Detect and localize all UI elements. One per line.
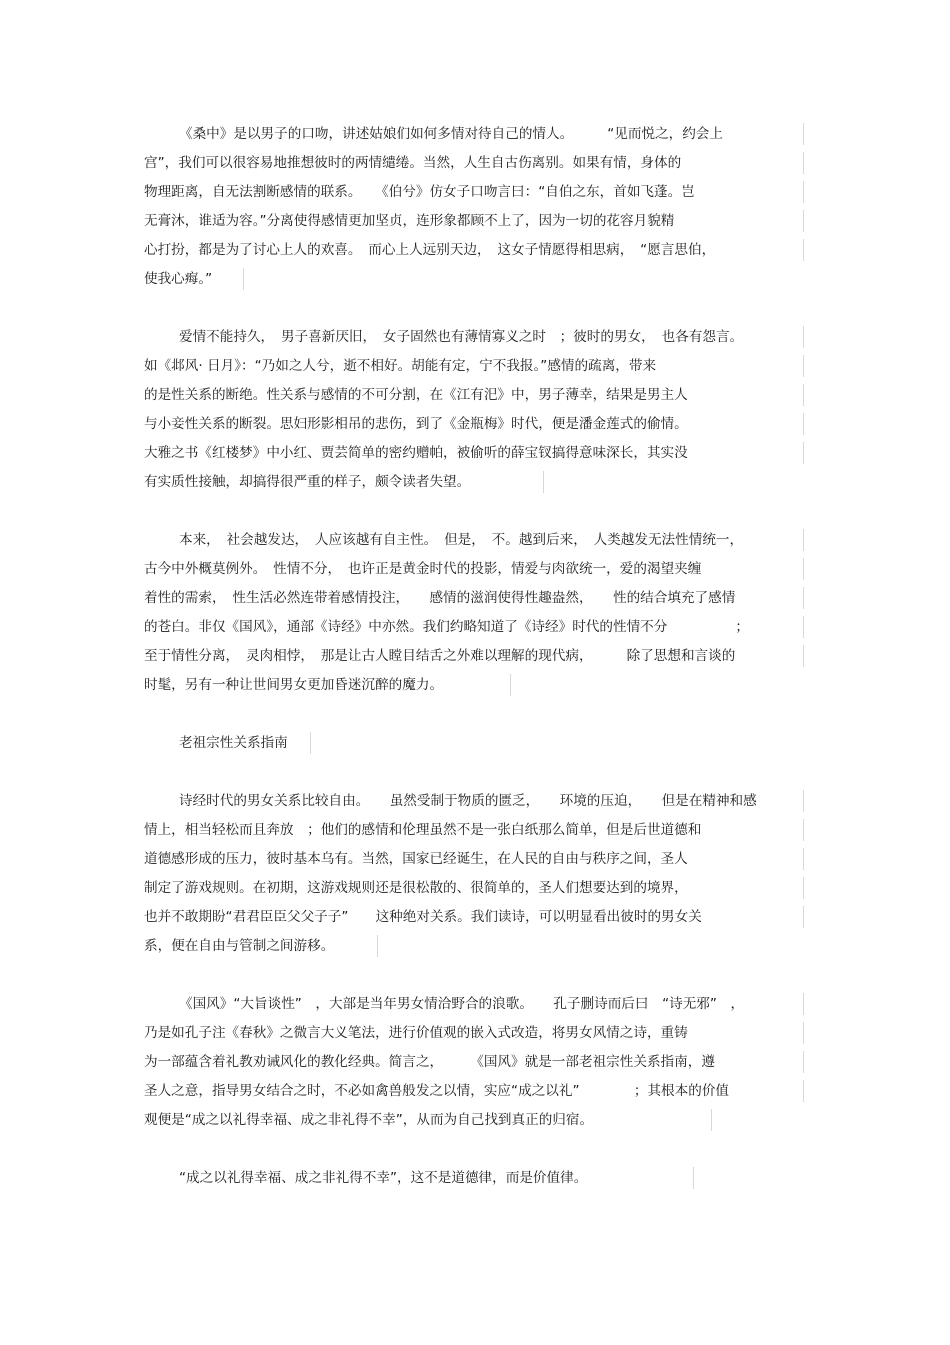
text-line: 古今中外概莫例外。 性情不分， 也许正是黄金时代的投影，情爱与肉欲统一，爱的渴望夹缠: [144, 558, 804, 580]
text-line: 至于情性分离， 灵肉相悖， 那是让古人瞠目结舌之外难以理解的现代病， 除了思想和言谈的: [144, 645, 804, 667]
text-line: 大雅之书《红楼梦》中小红、贾芸简单的密约赠帕，被偷听的薛宝钗搞得意味深长，其实没: [144, 442, 804, 464]
text-line: 时髦，另有一种让世间男女更加昏迷沉醉的魔力。: [144, 674, 511, 696]
text-line: 也并不敢期盼“君君臣臣父父子子” 这种绝对关系。我们读诗，可以明显看出彼时的男女关: [144, 906, 804, 928]
text-line: “成之以礼得幸福、成之非礼得不幸”，这不是道德律，而是价值律。: [179, 1167, 694, 1189]
text-line: 《桑中》是以男子的口吻，讲述姑娘们如何多情对待自己的情人。 “见而悦之，约会上: [179, 123, 804, 145]
text-line: 与小妾性关系的断裂。思妇形影相吊的悲伤，到了《金瓶梅》时代，便是潘金莲式的偷情。: [144, 413, 804, 435]
text-line: 无膏沐，谁适为容。”分离使得感情更加坚贞，连形象都顾不上了，因为一切的花容月貌精: [144, 210, 804, 232]
text-line: 的苍白。非仅《国风》，通部《诗经》中亦然。我们约略知道了《诗经》时代的性情不分 ；: [144, 616, 804, 638]
text-line: 道德感形成的压力，彼时基本乌有。当然，国家已经诞生，在人民的自由与秩序之间，圣人: [144, 848, 804, 870]
text-line: 宫”，我们可以很容易地推想彼时的两情缱绻。当然，人生自古伤离别。如果有情，身体的: [144, 152, 804, 174]
text-line: 系，便在自由与管制之间游移。: [144, 935, 378, 957]
text-line: 圣人之意，指导男女结合之时，不必如禽兽般发之以情，实应“成之以礼” ；其根本的价值: [144, 1080, 804, 1102]
text-line: 《国风》“大旨谈性” ，大部是当年男女情洽野合的浪歌。 孔子删诗而后曰 “诗无邪” ，: [179, 993, 804, 1015]
text-line: 观便是“成之以礼得幸福、成之非礼得不幸”，从而为自己找到真正的归宿。: [144, 1109, 712, 1131]
text-line: 乃是如孔子注《春秋》之微言大义笔法，进行价值观的嵌入式改造，将男女风情之诗，重铸: [144, 1022, 804, 1044]
text-line: 使我心痗。”: [144, 268, 244, 290]
text-line: 诗经时代的男女关系比较自由。 虽然受制于物质的匮乏， 环境的压迫， 但是在精神和感: [179, 790, 804, 812]
text-line: 的是性关系的断绝。性关系与感情的不可分割，在《江有汜》中，男子薄幸，结果是男主人: [144, 384, 804, 406]
text-line: 如《邶风· 日月》：“乃如之人兮，逝不相好。胡能有定，宁不我报。”感情的疏离，带来: [144, 355, 804, 377]
text-line: 物理距离，自无法割断感情的联系。 《伯兮》仿女子口吻言曰：“自伯之东，首如飞蓬。岂: [144, 181, 804, 203]
text-line: 本来， 社会越发达， 人应该越有自主性。 但是， 不。越到后来， 人类越发无法性情统一，: [179, 529, 804, 551]
text-line: 有实质性接触，却搞得很严重的样子，颇令读者失望。: [144, 471, 544, 493]
text-line: 心打扮，都是为了讨心上人的欢喜。 而心上人远别天边， 这女子情愿得相思病， “愿言思伯，: [144, 239, 804, 261]
text-line: 爱情不能持久， 男子喜新厌旧， 女子固然也有薄情寡义之时 ；彼时的男女， 也各有怨言。: [179, 326, 804, 348]
section-heading: 老祖宗性关系指南: [179, 732, 311, 754]
text-line: 制定了游戏规则。在初期，这游戏规则还是很松散的、很简单的，圣人们想要达到的境界，: [144, 877, 804, 899]
text-line: 情上，相当轻松而且奔放 ；他们的感情和伦理虽然不是一张白纸那么简单，但是后世道德和: [144, 819, 804, 841]
text-line: 着性的需索， 性生活必然连带着感情投注， 感情的滋润使得性趣盎然， 性的结合填充了感情: [144, 587, 804, 609]
text-line: 为一部蕴含着礼教劝诫风化的教化经典。简言之， 《国风》就是一部老祖宗性关系指南，遵: [144, 1051, 804, 1073]
